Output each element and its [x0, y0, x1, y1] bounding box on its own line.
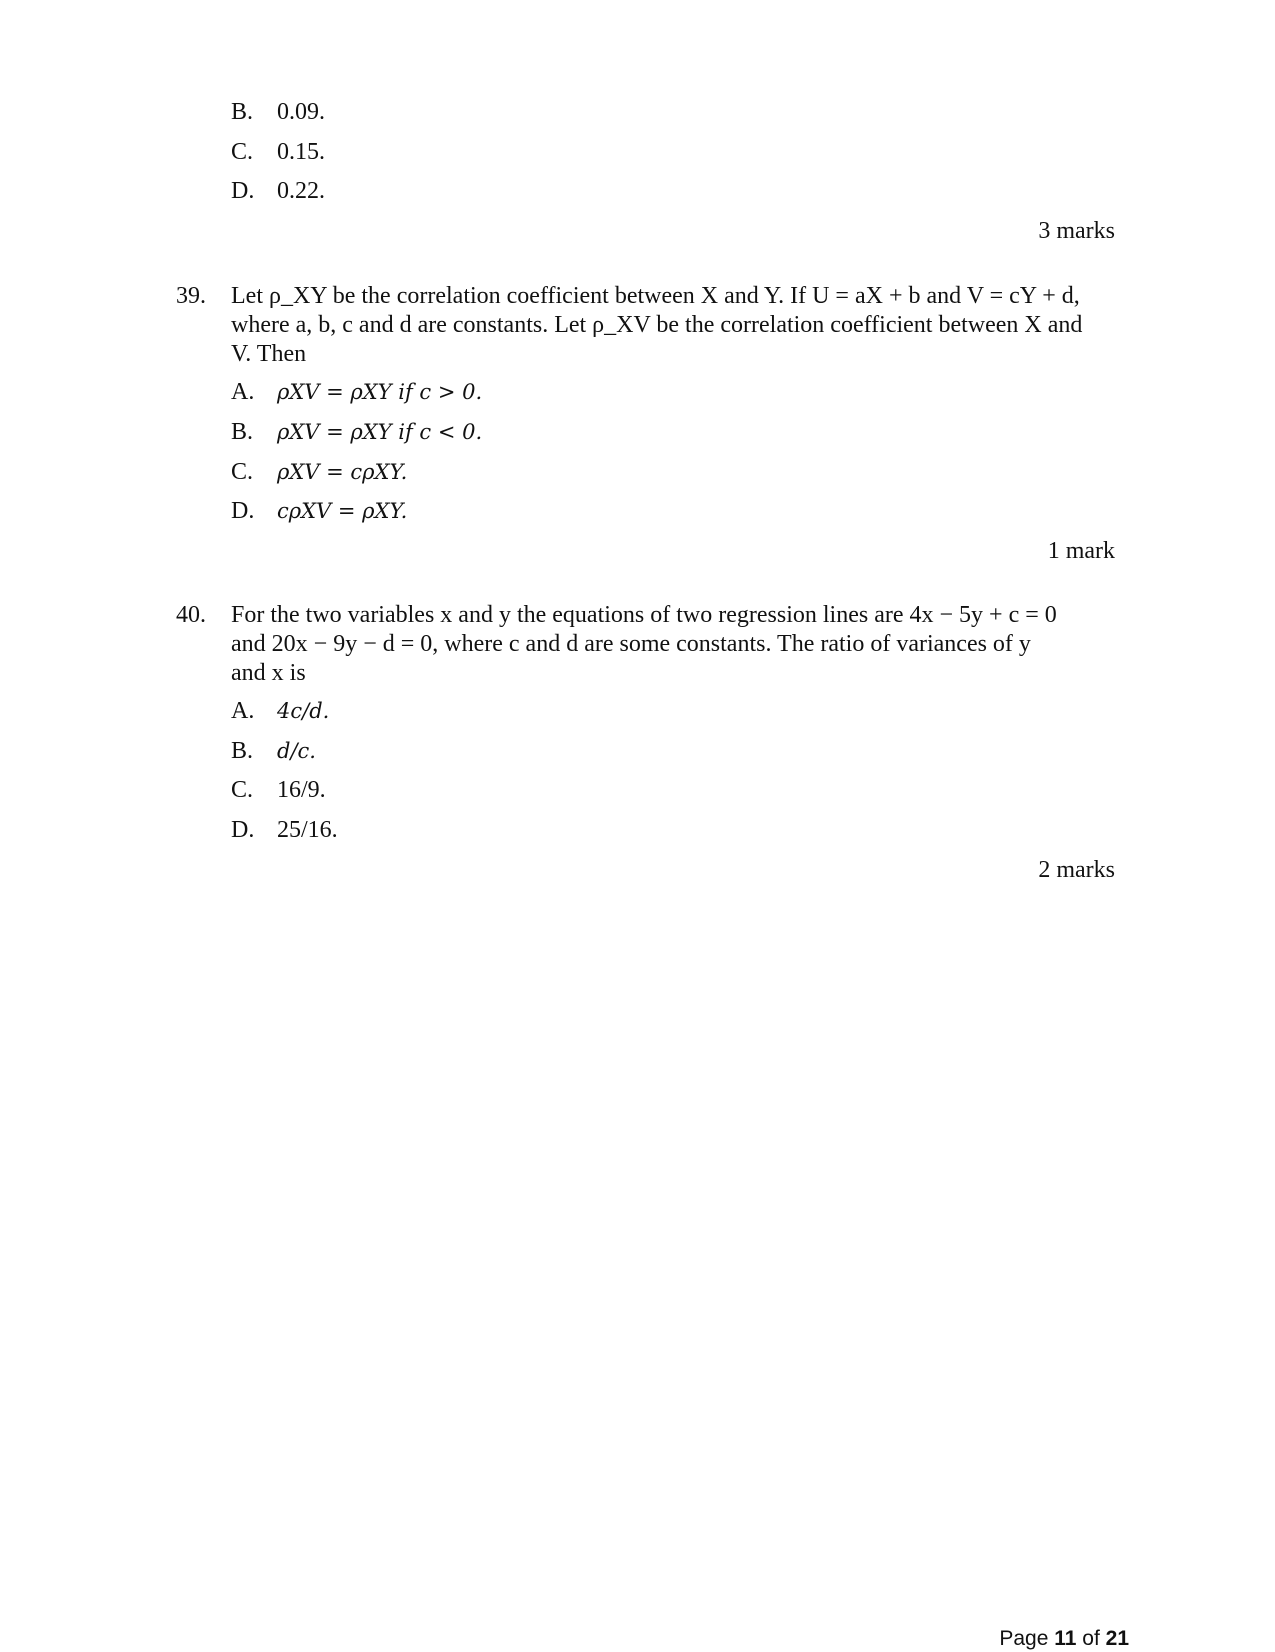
- question-39-number: 39.: [176, 283, 206, 309]
- prev-option-b: B. 0.09.: [231, 99, 325, 125]
- question-40-number: 40.: [176, 602, 206, 628]
- prev-option-d: D. 0.22.: [231, 178, 325, 204]
- question-39-stem: [231, 282, 1115, 369]
- question-39-line-3: V. Then: [231, 341, 307, 367]
- question-40-line-1: For the two variables x and y the equations of two regression lines are 4x − 5y + c = 0: [231, 602, 1057, 628]
- question-40-option-c: C. 16/9.: [231, 777, 326, 803]
- question-39-line-2: where a, b, c and d are constants. Let ρ_XV be the correlation coefficient between X and: [231, 312, 1083, 338]
- question-39-marks: 1 mark: [1047, 538, 1115, 564]
- question-39-option-d: D. cρXV = ρXY.: [231, 498, 408, 524]
- question-40-option-a: A. 4c/d.: [231, 698, 330, 724]
- question-39-option-a: A. ρXV = ρXY if c > 0.: [231, 379, 483, 405]
- question-40-stem: [231, 601, 1115, 688]
- prev-question-marks: 3 marks: [1038, 218, 1115, 244]
- question-39-option-c: C. ρXV = cρXY.: [231, 459, 408, 485]
- question-40-marks: 2 marks: [1038, 857, 1115, 883]
- page-number: Page 11 of 21: [999, 1627, 1129, 1650]
- question-40-option-b: B. d/c.: [231, 738, 316, 764]
- question-39-line-1: Let ρ_XY be the correlation coefficient between X and Y. If U = aX + b and V = cY + d,: [231, 283, 1080, 309]
- prev-option-c: C. 0.15.: [231, 139, 325, 165]
- question-40-line-2: and 20x − 9y − d = 0, where c and d are some constants. The ratio of variances of y: [231, 631, 1031, 657]
- question-39-option-b: B. ρXV = ρXY if c < 0.: [231, 419, 483, 445]
- question-40-line-3: and x is: [231, 660, 306, 686]
- question-40-option-d: D. 25/16.: [231, 817, 338, 843]
